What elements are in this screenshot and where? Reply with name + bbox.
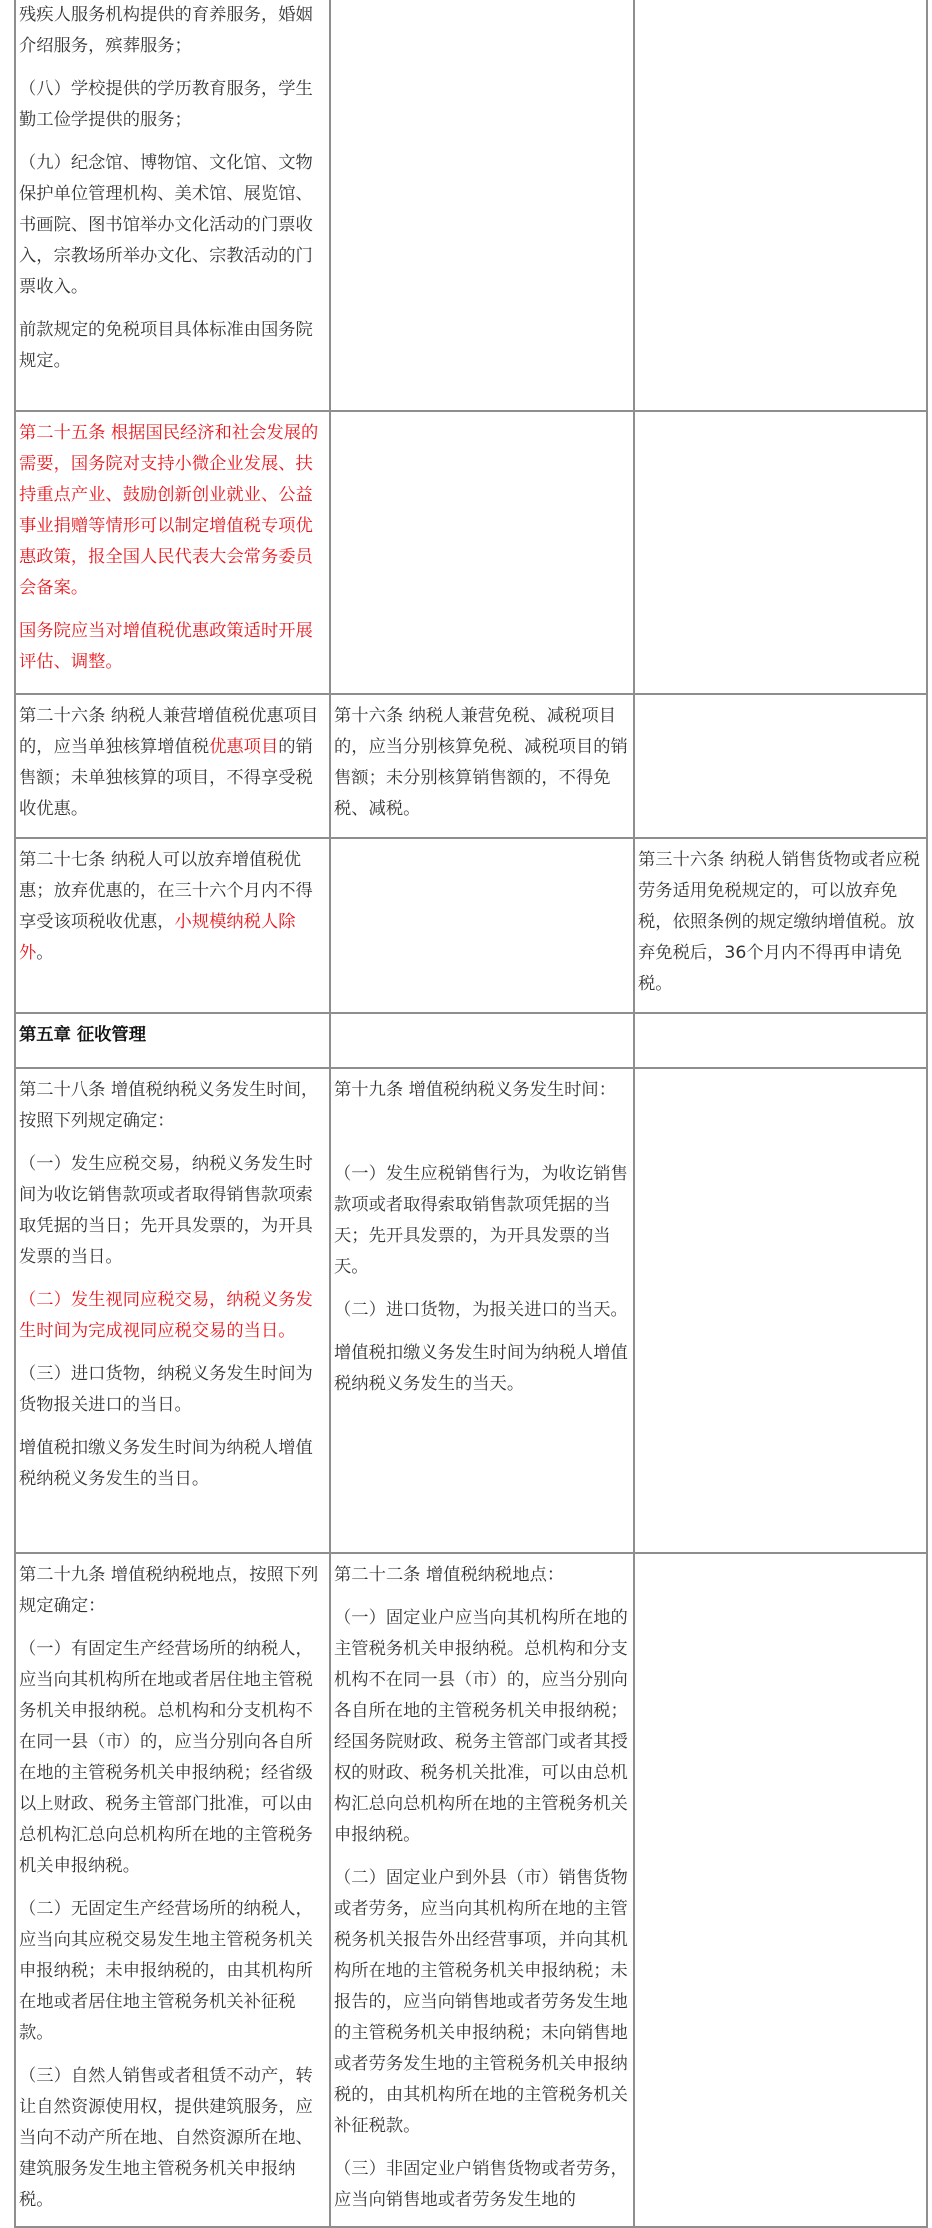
highlighted-text: 小规模纳税人除外 [19,912,296,963]
old-regulation-cell [330,1553,634,2227]
law-comparison-table [14,0,928,2228]
old-regulation-cell [330,1068,634,1553]
implementation-rules-cell [634,1013,927,1068]
table-row [15,1013,927,1068]
article-28-paragraph: 第二十八条 增值税纳税义务发生时间，按照下列规定确定： [19,1080,319,1131]
paragraph: （八）学校提供的学历教育服务，学生勤工俭学提供的服务； [19,79,313,130]
paragraph: （三）进口货物，纳税义务发生时间为货物报关进口的当日。 [19,1364,313,1415]
paragraph: （一）发生应税销售行为，为收讫销售款项或者取得索取销售款项凭据的当天；先开具发票的，为开具发票的当天。 [334,1164,628,1277]
article-36-paragraph: 第三十六条 纳税人销售货物或者应税劳务适用免税规定的，可以放弃免税，依照条例的规定缴纳增值税。放弃免税后，36个月内不得再申请免税。 [638,850,920,994]
paragraph: （一）有固定生产经营场所的纳税人，应当向其机构所在地或者居住地主管税务机关申报纳税。总机构和分支机构不在同一县（市）的，应当分别向各自所在地的主管税务机关申报纳税；经省级以上财政、税务主管部门批准，可以由总机构汇总向总机构所在地的主管税务机关申报纳税。 [19,1639,313,1876]
table-row [15,838,927,1013]
paragraph: （一）发生应税交易，纳税义务发生时间为收讫销售款项或者取得销售款项索取凭据的当日；先开具发票的，为开具发票的当日。 [19,1154,313,1267]
article-26-paragraph [19,695,326,825]
old-regulation-cell [330,694,634,838]
paragraph: 增值税扣缴义务发生时间为纳税人增值税纳税义务发生的当天。 [334,1343,628,1394]
new-law-cell [15,1068,330,1553]
new-law-cell [15,1553,330,2227]
paragraph: （二）无固定生产经营场所的纳税人，应当向其应税交易发生地主管税务机关申报纳税；未申报纳税的，由其机构所在地或者居住地主管税务机关补征税款。 [19,1899,313,2043]
text-span: 的销售额；未单独核算的项目，不得享受税收优惠。 [19,737,313,819]
implementation-rules-cell [634,838,927,1013]
highlighted-text: 优惠项目 [209,737,279,757]
paragraph: （二）固定业户到外县（市）销售货物或者劳务，应当向其机构所在地的主管税务机关报告外出经营事项，并向其机构所在地的主管税务机关申报纳税；未报告的，应当向销售地或者劳务发生地的主管税务机关申报纳税；未向销售地或者劳务发生地的主管税务机关申报纳税的，由其机构所在地的主管税务机关补征税款。 [334,1868,628,2136]
implementation-rules-cell [634,1553,927,2227]
highlighted-paragraph: （二）发生视同应税交易，纳税义务发生时间为完成视同应税交易的当日。 [19,1290,313,1341]
paragraph: （三）非固定业户销售货物或者劳务，应当向销售地或者劳务发生地的 [334,2159,628,2210]
article-25-paragraph: 国务院应当对增值税优惠政策适时开展评估、调整。 [19,621,313,672]
implementation-rules-cell [634,1068,927,1553]
table-row [15,1553,927,2227]
article-29-paragraph: 第二十九条 增值税纳税地点，按照下列规定确定： [19,1565,319,1616]
old-regulation-cell [330,411,634,694]
implementation-rules-cell [634,0,927,411]
table-row [15,694,927,838]
new-law-cell [15,0,330,411]
paragraph: （三）自然人销售或者租赁不动产，转让自然资源使用权，提供建筑服务，应当向不动产所在地、自然资源所在地、建筑服务发生地主管税务机关申报纳税。 [19,2066,313,2210]
old-regulation-cell [330,1013,634,1068]
text-span: 第二十七条 纳税人可以放弃增值税优惠；放弃优惠的，在三十六个月内不得享受该项税收优惠， [19,850,313,932]
table-row [15,0,927,411]
article-22-paragraph: 第二十二条 增值税纳税地点： [334,1565,565,1585]
new-law-cell [15,411,330,694]
chapter-cell [15,1013,330,1068]
text-span: 第二十六条 纳税人兼营增值税优惠项目的，应当单独核算增值税 [19,706,319,757]
article-16-paragraph: 第十六条 纳税人兼营免税、减税项目的，应当分别核算免税、减税项目的销售额；未分别核算销售额的，不得免税、减税。 [334,706,628,819]
paragraph: 增值税扣缴义务发生时间为纳税人增值税纳税义务发生的当日。 [19,1438,313,1489]
new-law-cell [15,838,330,1013]
chapter-title: 第五章 征收管理 [19,1025,146,1045]
table-row [15,1068,927,1553]
paragraph: （九）纪念馆、博物馆、文化馆、文物保护单位管理机构、美术馆、展览馆、书画院、图书馆举办文化活动的门票收入，宗教场所举办文化、宗教活动的门票收入。 [19,153,313,297]
implementation-rules-cell [634,411,927,694]
table-row [15,411,927,694]
paragraph: （一）固定业户应当向其机构所在地的主管税务机关申报纳税。总机构和分支机构不在同一县（市）的，应当分别向各自所在地的主管税务机关申报纳税；经国务院财政、税务主管部门或者其授权的财政、税务机关批准，可以由总机构汇总向总机构所在地的主管税务机关申报纳税。 [334,1608,628,1845]
paragraph: 残疾人服务机构提供的育养服务，婚姻介绍服务，殡葬服务； [19,5,313,56]
article-25-paragraph: 第二十五条 根据国民经济和社会发展的需要，国务院对支持小微企业发展、扶持重点产业、鼓励创新创业就业、公益事业捐赠等情形可以制定增值税专项优惠政策，报全国人民代表大会常务委员会备案。 [19,423,319,598]
paragraph: （二）进口货物，为报关进口的当天。 [334,1300,628,1320]
text-span: 。 [36,943,54,963]
paragraph: 前款规定的免税项目具体标准由国务院规定。 [19,320,313,371]
old-regulation-cell [330,0,634,411]
article-27-paragraph [19,839,326,969]
old-regulation-cell [330,838,634,1013]
implementation-rules-cell [634,694,927,838]
article-19-paragraph: 第十九条 增值税纳税义务发生时间： [334,1080,616,1100]
new-law-cell [15,694,330,838]
